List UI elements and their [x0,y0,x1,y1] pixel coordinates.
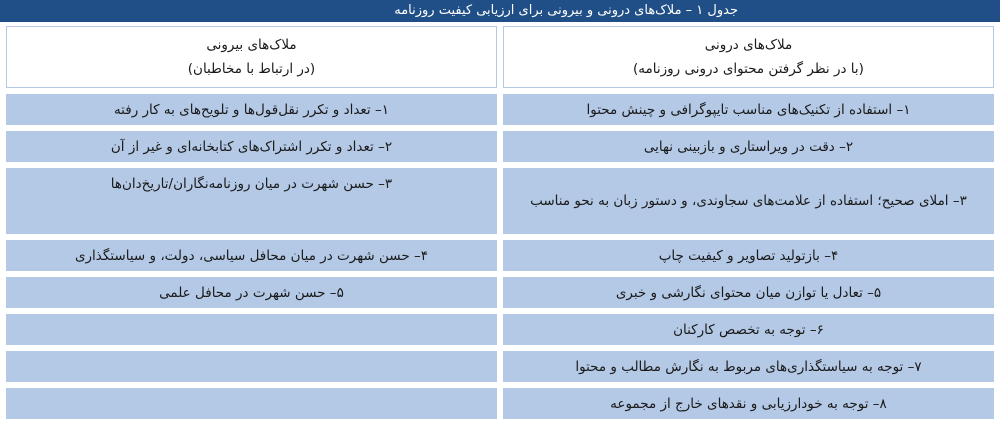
outer-header-title: ملاک‌های بیرونی [206,37,297,53]
outer-criteria-header [6,26,497,88]
table-row [6,168,994,234]
inner-criterion: ۱– استفاده از تکنیک‌های مناسب تایپوگرافی و چینش محتوا [503,94,994,125]
outer-criterion: ۱– تعداد و تکرر نقل‌قول‌ها و تلویح‌های به کار رفته [6,94,497,125]
table-row [6,94,994,125]
inner-criterion: ۴– بازتولید تصاویر و کیفیت چاپ [503,240,994,271]
inner-criterion: ۲– دقت در ویراستاری و بازبینی نهایی [503,131,994,162]
inner-header-title: ملاک‌های درونی [704,37,793,53]
table-caption: جدول ۱ – ملاک‌های درونی و بیرونی برای ارزیابی کیفیت روزنامه [0,0,1000,22]
table-row [6,277,994,308]
inner-criterion: ۶– توجه به تخصص کارکنان [503,314,994,345]
outer-header-subtitle: (در ارتباط با مخاطبان) [187,61,316,77]
inner-criteria-header [503,26,994,88]
inner-criterion: ۸– توجه به خودارزیابی و نقدهای خارج از مجموعه [503,388,994,419]
criteria-table [0,20,1000,425]
outer-criterion-empty [6,314,497,345]
outer-criterion: ۳– حسن شهرت در میان روزنامه‌نگاران/تاریخ‌دان‌ها [6,168,497,234]
outer-criterion-empty [6,351,497,382]
table-row [6,351,994,382]
outer-criterion: ۴– حسن شهرت در میان محافل سیاسی، دولت، و سیاستگذاری [6,240,497,271]
outer-criterion: ۵– حسن شهرت در محافل علمی [6,277,497,308]
table-row [6,131,994,162]
outer-criterion: ۲– تعداد و تکرر اشتراک‌های کتابخانه‌ای و غیر از آن [6,131,497,162]
header-row [6,26,994,88]
table-row [6,314,994,345]
inner-criterion: ۵– تعادل یا توازن میان محتوای نگارشی و خبری [503,277,994,308]
inner-criterion: ۷– توجه به سیاستگذاری‌های مربوط به نگارش مطالب و محتوا [503,351,994,382]
table-row [6,240,994,271]
inner-criterion: ۳– املای صحیح؛ استفاده از علامت‌های سجاوندی، و دستور زبان به نحو مناسب [503,168,994,234]
inner-header-subtitle: (با در نظر گرفتن محتوای درونی روزنامه) [633,61,864,77]
